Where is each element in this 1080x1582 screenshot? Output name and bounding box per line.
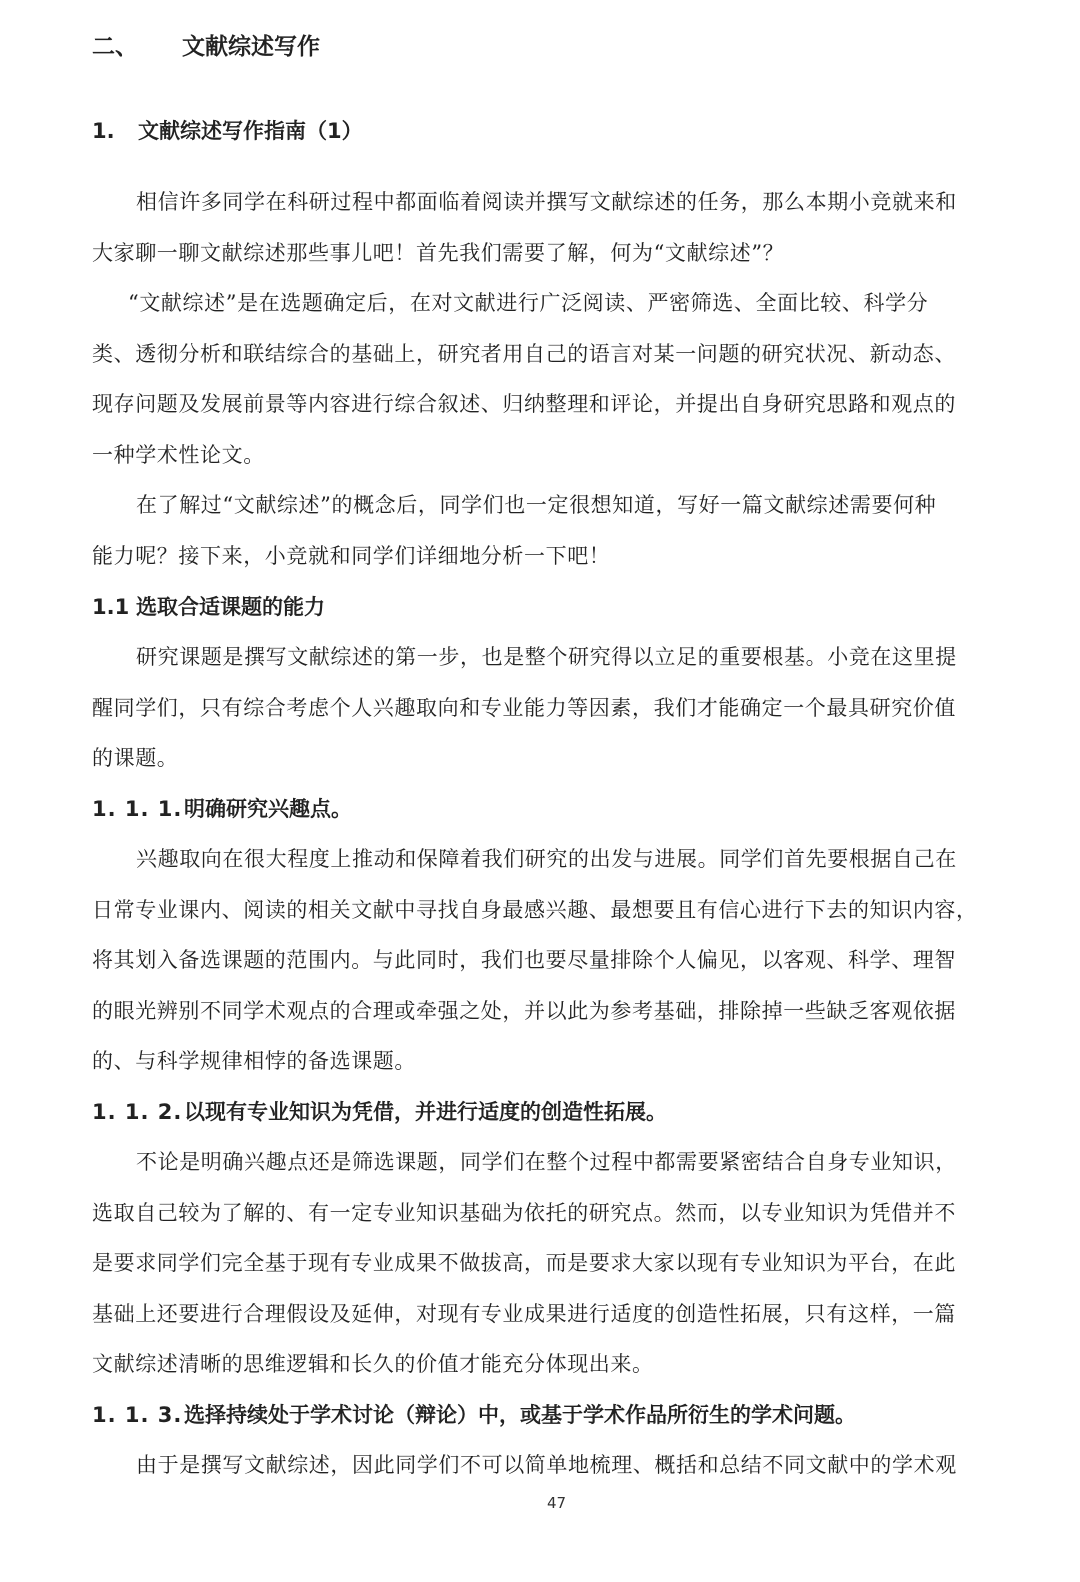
subsection-title: 文献综述写作指南（1） [138, 119, 363, 143]
paragraph-line: 不论是明确兴趣点还是筛选课题，同学们在整个过程中都需要紧密结合自身专业知识， [136, 1150, 957, 1174]
subsection-heading [92, 115, 363, 145]
paragraph-line: 选取自己较为了解的、有一定专业知识基础为依托的研究点。然而，以专业知识为凭借并不 [92, 1201, 956, 1225]
section-number: 二、 [92, 34, 138, 60]
paragraph-line: 的课题。 [92, 746, 179, 770]
paragraph-line: 研究课题是撰写文献综述的第一步，也是整个研究得以立足的重要根基。小竞在这里提 [136, 645, 957, 669]
paragraph-line: 现存问题及发展前景等内容进行综合叙述、归纳整理和评论，并提出自身研究思路和观点的 [92, 392, 956, 416]
paragraph-line: 大家聊一聊文献综述那些事儿吧！首先我们需要了解，何为“文献综述”？ [92, 241, 785, 265]
paragraph-line: 相信许多同学在科研过程中都面临着阅读并撰写文献综述的任务，那么本期小竞就来和 [136, 190, 957, 214]
paragraph-line: 日常专业课内、阅读的相关文献中寻找自身最感兴趣、最想要且有信心进行下去的知识内容， [92, 898, 978, 922]
section-1-1-2-number: 1. 1. 2. [92, 1100, 183, 1124]
paragraph-line: 醒同学们，只有综合考虑个人兴趣取向和专业能力等因素，我们才能确定一个最具研究价值 [92, 696, 956, 720]
paragraph-line: 类、透彻分析和联结综合的基础上，研究者用自己的语言对某一问题的研究状况、新动态、 [92, 342, 956, 366]
section-1-1-3-title: 选择持续处于学术讨论（辩论）中，或基于学术作品所衍生的学术问题。 [184, 1403, 856, 1427]
section-heading [92, 28, 320, 61]
paragraph-line: 文献综述清晰的思维逻辑和长久的价值才能充分体现出来。 [92, 1352, 654, 1376]
section-1-1-3-heading [92, 1399, 856, 1429]
section-1-1-3-number: 1. 1. 3. [92, 1403, 183, 1427]
paragraph-line: 是要求同学们完全基于现有专业成果不做拔高，而是要求大家以现有专业知识为平台，在此 [92, 1251, 956, 1275]
section-1-1-number: 1.1 [92, 595, 130, 619]
paragraph-line: 由于是撰写文献综述，因此同学们不可以简单地梳理、概括和总结不同文献中的学术观 [136, 1453, 957, 1477]
paragraph-line: 在了解过“文献综述”的概念后，同学们也一定很想知道，写好一篇文献综述需要何种 [136, 493, 937, 517]
section-1-1-1-number: 1. 1. 1. [92, 797, 183, 821]
paragraph-line: 的、与科学规律相悖的备选课题。 [92, 1049, 416, 1073]
page-number: 47 [547, 1494, 567, 1512]
paragraph-line: “文献综述”是在选题确定后，在对文献进行广泛阅读、严密筛选、全面比较、科学分 [128, 291, 929, 315]
section-1-1-2-heading [92, 1096, 667, 1126]
subsection-number: 1. [92, 119, 115, 143]
paragraph-line: 能力呢？接下来，小竞就和同学们详细地分析一下吧！ [92, 544, 611, 568]
section-title: 文献综述写作 [182, 34, 320, 60]
paragraph-line: 将其划入备选课题的范围内。与此同时，我们也要尽量排除个人偏见，以客观、科学、理智 [92, 948, 956, 972]
section-1-1-1-title: 明确研究兴趣点。 [184, 797, 352, 821]
paragraph-line: 的眼光辨别不同学术观点的合理或牵强之处，并以此为参考基础，排除掉一些缺乏客观依据 [92, 999, 956, 1023]
section-1-1-title: 选取合适课题的能力 [136, 595, 325, 619]
paragraph-line: 兴趣取向在很大程度上推动和保障着我们研究的出发与进展。同学们首先要根据自己在 [136, 847, 957, 871]
section-1-1-heading [92, 591, 325, 621]
section-1-1-1-heading [92, 793, 352, 823]
section-1-1-2-title: 以现有专业知识为凭借，并进行适度的创造性拓展。 [184, 1100, 667, 1124]
paragraph-line: 基础上还要进行合理假设及延伸，对现有专业成果进行适度的创造性拓展，只有这样，一篇 [92, 1302, 956, 1326]
paragraph-line: 一种学术性论文。 [92, 443, 265, 467]
